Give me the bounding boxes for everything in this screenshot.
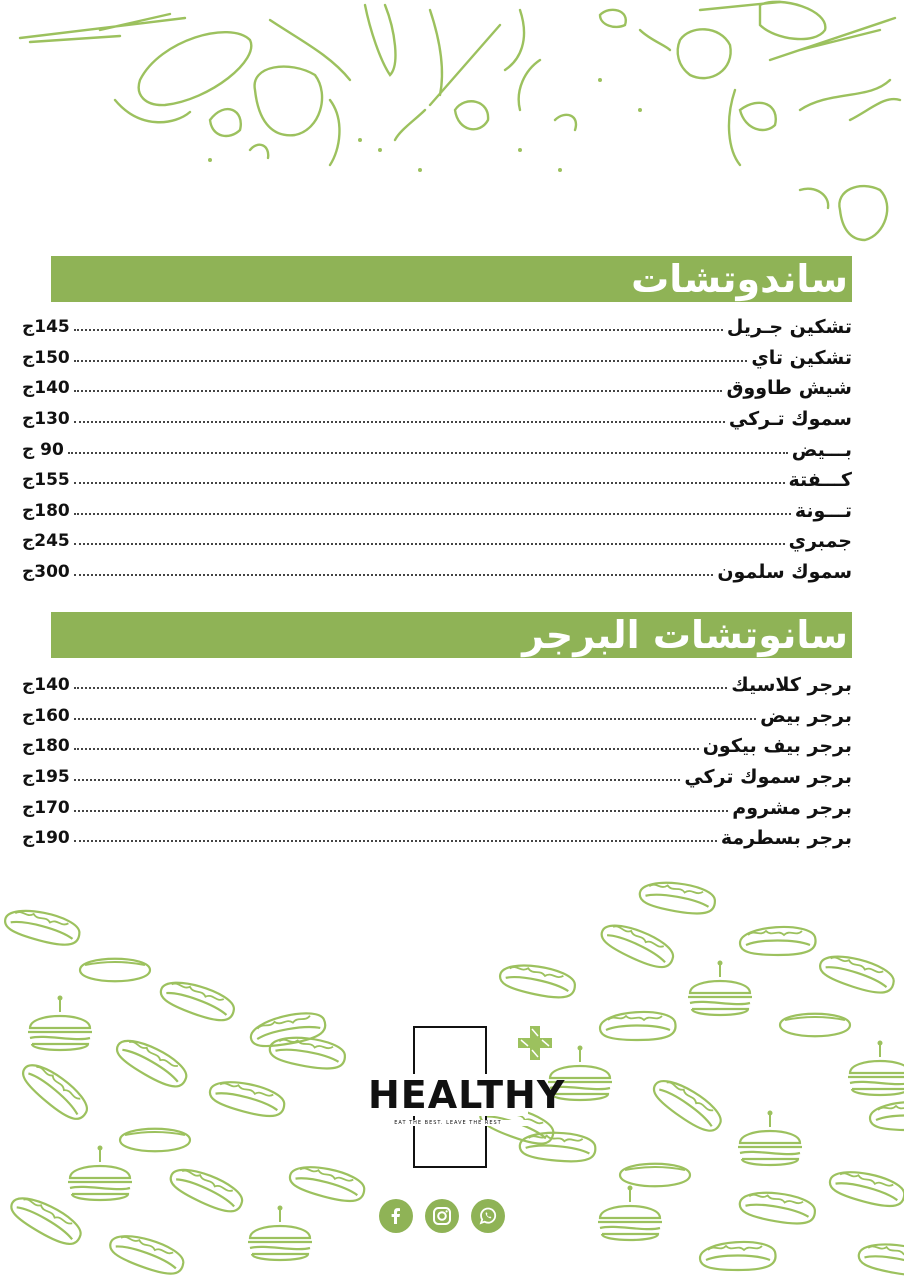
item-name: بـــيض [791, 438, 852, 461]
menu-item [22, 465, 852, 496]
item-price: 190ج [22, 828, 70, 849]
item-price: 180ج [22, 736, 70, 757]
item-price: 150ج [22, 347, 70, 368]
item-name: تـــونة [794, 499, 852, 522]
item-name: برجر مشروم [732, 796, 852, 819]
dotted-leader [74, 390, 723, 392]
menu-item [22, 731, 852, 762]
item-price: 160ج [22, 705, 70, 726]
menu-list-sandwiches [22, 312, 852, 587]
item-price: 245ج [22, 531, 70, 552]
item-name: برجر بيف بيكون [702, 735, 852, 758]
item-name: تشكين جـريل [726, 316, 852, 339]
dotted-leader [74, 421, 725, 423]
dotted-leader [74, 574, 714, 576]
dotted-leader [74, 810, 729, 812]
item-price: 195ج [22, 767, 70, 788]
dotted-leader [74, 687, 728, 689]
facebook-icon[interactable] [379, 1199, 413, 1233]
plus-cross-icon [518, 1026, 552, 1060]
item-name: جمبري [788, 530, 852, 553]
menu-item [22, 526, 852, 557]
social-links [379, 1199, 505, 1233]
item-price: 140ج [22, 675, 70, 696]
menu-item [22, 373, 852, 404]
section-header-sandwiches [51, 256, 852, 302]
item-name: برجر سموك تركي [684, 766, 852, 789]
section-header-burgers [51, 612, 852, 658]
item-name: سموك تـركي [728, 408, 852, 431]
item-price: 90 ج [22, 439, 64, 460]
dotted-leader [74, 329, 723, 331]
item-price: 170ج [22, 797, 70, 818]
menu-item [22, 670, 852, 701]
section-title: سانوتشات البرجر [522, 613, 848, 657]
whatsapp-icon[interactable] [471, 1199, 505, 1233]
dotted-leader [74, 779, 681, 781]
menu-item [22, 404, 852, 435]
section-title: ساندوتشات [631, 257, 848, 301]
item-name: كـــفتة [788, 469, 852, 492]
menu-item [22, 792, 852, 823]
healthy-logo [368, 1024, 566, 1172]
item-price: 145ج [22, 317, 70, 338]
dotted-leader [74, 482, 785, 484]
item-price: 140ج [22, 378, 70, 399]
item-name: برجر بسطرمة [720, 827, 852, 850]
dotted-leader [74, 748, 699, 750]
item-price: 130ج [22, 409, 70, 430]
item-name: شيش طاووق [726, 377, 852, 400]
menu-item [22, 312, 852, 343]
item-name: برجر كلاسيك [731, 674, 852, 697]
item-name: برجر بيض [760, 704, 852, 727]
menu-item [22, 343, 852, 374]
menu-item [22, 762, 852, 793]
logo-tagline: EAT THE BEST. LEAVE THE REST [368, 1120, 528, 1126]
menu-list-burgers [22, 670, 852, 854]
vegetable-illustration-top [0, 0, 904, 250]
dotted-leader [74, 360, 748, 362]
menu-item [22, 823, 852, 854]
dotted-leader [74, 718, 756, 720]
dotted-leader [74, 513, 791, 515]
menu-item [22, 701, 852, 732]
item-name: تشكين تاي [751, 346, 852, 369]
instagram-icon[interactable] [425, 1199, 459, 1233]
item-price: 155ج [22, 470, 70, 491]
dotted-leader [74, 840, 717, 842]
dotted-leader [68, 452, 788, 454]
item-price: 180ج [22, 500, 70, 521]
menu-item [22, 557, 852, 588]
dotted-leader [74, 543, 785, 545]
menu-item [22, 434, 852, 465]
item-name: سموك سلمون [717, 561, 852, 584]
item-price: 300ج [22, 562, 70, 583]
menu-item [22, 496, 852, 527]
logo-wordmark: HEALTHY [368, 1073, 566, 1117]
